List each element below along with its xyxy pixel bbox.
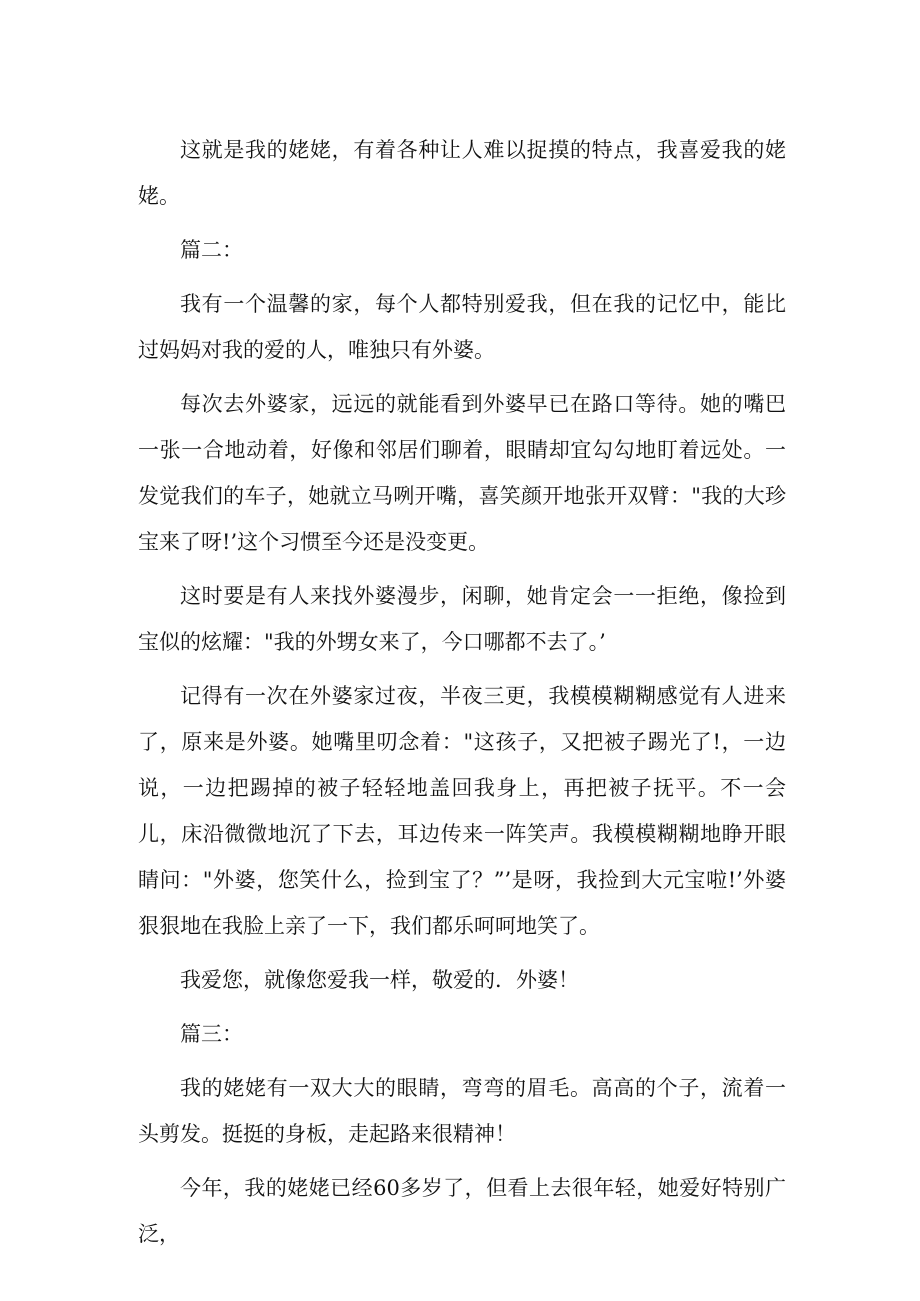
paragraph-closing-2: 我爱您，就像您爱我一样，敬爱的．外婆！ [180, 968, 579, 992]
section-heading-2: 篇二： [180, 238, 243, 262]
paragraph-walk: 这时要是有人来找外婆漫步，闲聊，她肯定会一一拒绝，像捡到宝似的炫耀："我的外甥女来了，今口哪都不去了。’ [138, 584, 786, 654]
paragraph-closing-1: 这就是我的姥姥，有着各种让人难以捉摸的特点，我喜爱我的姥姥。 [138, 138, 786, 208]
document-page [138, 127, 786, 1265]
paragraph-age: 今年，我的姥姥已经60多岁了，但看上去很年轻，她爱好特别广泛， [138, 1176, 786, 1246]
paragraph-intro-2: 我有一个温馨的家，每个人都特别爱我，但在我的记忆中，能比过妈妈对我的爱的人，唯独只有外婆。 [138, 292, 786, 362]
paragraph-visit: 每次去外婆家，远远的就能看到外婆早已在路口等待。她的嘴巴一张一合地动着，好像和邻居们聊着，眼睛却宜勾勾地盯着远处。一发觉我们的车子，她就立马咧开嘴，喜笑颜开地张开双臂："我的大珍宝来了呀!’这个习惯至今还是没变更。 [138, 392, 786, 554]
paragraph-night: 记得有一次在外婆家过夜，半夜三更，我模模糊糊感觉有人进来了，原来是外婆。她嘴里叨念着："这孩子，又把被子踢光了!，一边说，一边把踢掉的被子轻轻地盖回我身上，再把被子抚平。不一会儿，床沿微微地沉了下去，耳边传来一阵笑声。我模模糊糊地睁开眼睛问："外婆，您笑什么，捡到宝了？”’是呀，我捡到大元宝啦!’外婆狠狠地在我脸上亲了一下，我们都乐呵呵地笑了。 [138, 684, 786, 938]
section-heading-3: 篇三： [180, 1022, 243, 1046]
paragraph-appearance: 我的姥姥有一双大大的眼睛，弯弯的眉毛。高高的个子，流着一头剪发。挺挺的身板，走起路来很精神！ [138, 1076, 786, 1146]
